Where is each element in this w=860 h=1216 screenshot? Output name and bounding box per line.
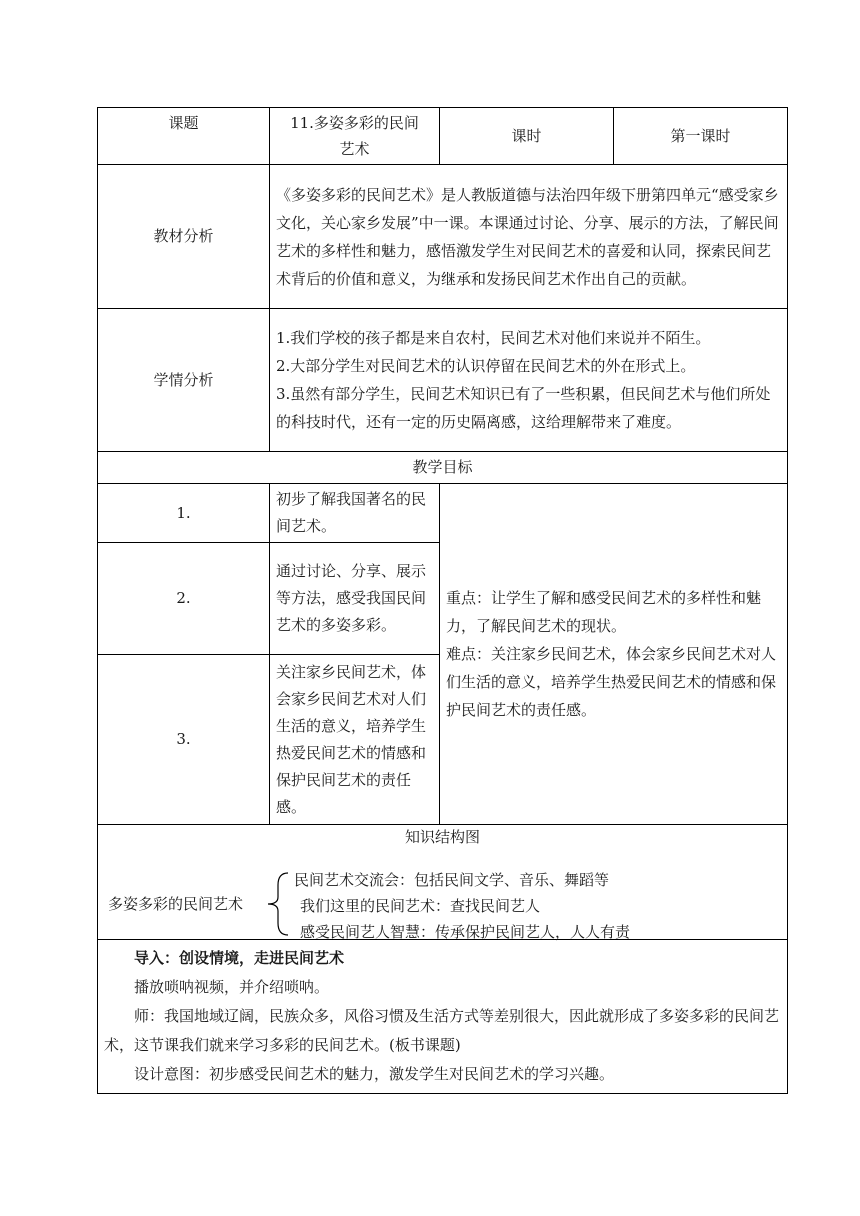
knowledge-root: 多姿多彩的民间艺术 — [108, 895, 244, 913]
textbook-analysis-label: 教材分析 — [98, 165, 270, 309]
topic-row — [98, 108, 788, 165]
student-analysis-item: 2.大部分学生对民间艺术的认识停留在民间艺术的外在形式上。 — [276, 357, 696, 375]
student-analysis-text — [270, 309, 788, 452]
knowledge-structure-cell — [98, 825, 788, 940]
textbook-analysis-row — [98, 165, 788, 309]
knowledge-branches — [294, 867, 630, 945]
topic-value — [270, 108, 440, 165]
student-analysis-row — [98, 309, 788, 452]
textbook-analysis-text — [270, 165, 788, 309]
intro-heading: 导入：创设情境，走进民间艺术 — [134, 949, 345, 967]
brace-icon — [266, 871, 290, 937]
objective-number: 1. — [98, 484, 270, 543]
design-intent: 设计意图：初步感受民间艺术的魅力，激发学生对民间艺术的学习兴趣。 — [134, 1065, 615, 1083]
objective-text: 初步了解我国著名的民间艺术。 — [270, 484, 440, 543]
key-point-text: 重点：让学生了解和感受民间艺术的多样性和魅力，了解民间艺术的现状。 — [446, 589, 762, 635]
topic-value-line1: 11.多姿多彩的民间 — [290, 114, 419, 132]
objective-text: 通过讨论、分享、展示等方法，感受我国民间艺术的多姿多彩。 — [270, 543, 440, 655]
knowledge-structure-row — [98, 825, 788, 940]
intro-row — [98, 940, 788, 1094]
knowledge-branch: 感受民间艺人智慧：传承保护民间艺人，人人有责 — [300, 923, 631, 941]
lesson-plan-table — [97, 107, 788, 1094]
objective-number: 2. — [98, 543, 270, 655]
student-analysis-item: 3.虽然有部分学生，民间艺术知识已有了一些积累，但民间艺术与他们所处的科技时代，还有一定的历史隔离感，这给理解带来了难度。 — [276, 385, 771, 431]
intro-paragraph: 师：我国地域辽阔，民族众多，风俗习惯及生活方式等差别很大，因此就形成了多姿多彩的民间艺术，这节课我们就来学习多彩的民间艺术。(板书课题) — [104, 1007, 780, 1054]
intro-cell — [98, 940, 788, 1094]
knowledge-structure-title: 知识结构图 — [404, 828, 480, 846]
period-label: 课时 — [440, 108, 614, 165]
textbook-analysis-paragraph: 《多姿多彩的民间艺术》是人教版道德与法治四年级下册第四单元“感受家乡文化，关心家乡发展”中一课。本课通过讨论、分享、展示的方法，了解民间艺术的多样性和魅力，感悟激发学生对民间艺术的喜爱和认同，探索民间艺术背后的价值和意义，为继承和发扬民间艺术作出自己的贡献。 — [276, 185, 779, 288]
intro-paragraph: 播放唢呐视频，并介绍唢呐。 — [134, 978, 330, 996]
knowledge-branch: 民间艺术交流会：包括民间文学、音乐、舞蹈等 — [294, 871, 610, 889]
objectives-title: 教学目标 — [98, 452, 788, 484]
student-analysis-label: 学情分析 — [98, 309, 270, 452]
objective-row — [98, 484, 788, 543]
student-analysis-item: 1.我们学校的孩子都是来自农村，民间艺术对他们来说并不陌生。 — [276, 329, 711, 347]
objective-number: 3. — [98, 655, 270, 825]
key-points-cell — [440, 484, 788, 825]
topic-value-line2: 艺术 — [339, 140, 370, 158]
difficulty-text: 难点：关注家乡民间艺术，体会家乡民间艺术对人们生活的意义，培养学生热爱民间艺术的情感和保护民间艺术的责任感。 — [446, 645, 777, 719]
topic-label: 课题 — [98, 108, 270, 165]
period-value: 第一课时 — [614, 108, 788, 165]
knowledge-branch: 我们这里的民间艺术：查找民间艺人 — [300, 897, 541, 915]
knowledge-structure-diagram — [104, 849, 781, 939]
objectives-title-row — [98, 452, 788, 484]
objective-text: 关注家乡民间艺术，体会家乡民间艺术对人们生活的意义，培养学生热爱民间艺术的情感和保护民间艺术的责任感。 — [270, 655, 440, 825]
